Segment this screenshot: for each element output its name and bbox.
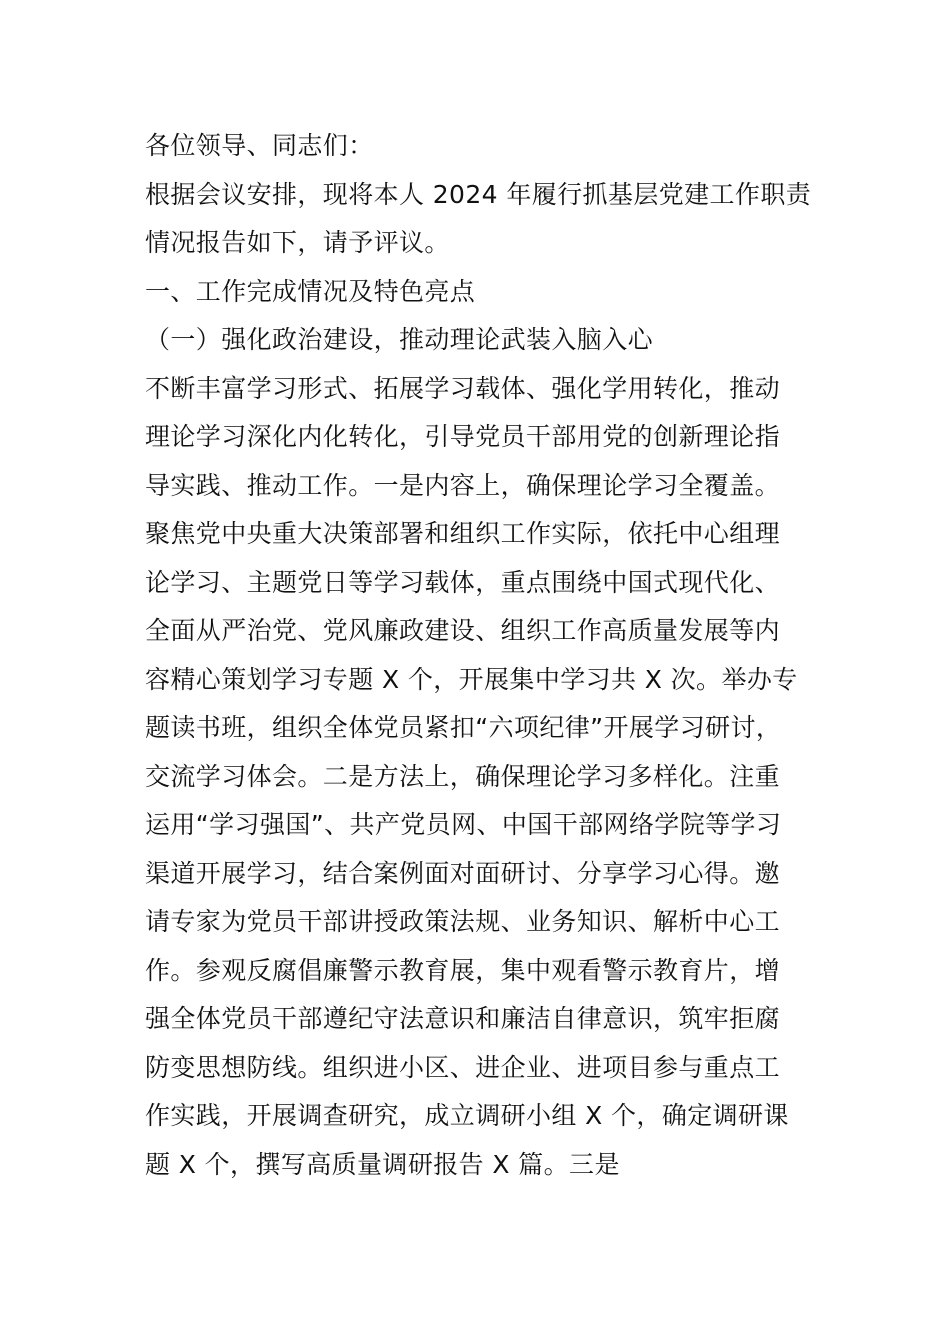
body-line: 渠道开展学习，结合案例面对面研讨、分享学习心得。邀 — [145, 858, 781, 888]
subsection-heading: （一）强化政治建设，推动理论武装入脑入心 — [145, 325, 654, 354]
body-line: 导实践、推动工作。一是内容上，确保理论学习全覆盖。 — [145, 470, 781, 500]
body-line: 聚焦党中央重大决策部署和组织工作实际，依托中心组理 — [145, 519, 781, 548]
body-line: 不断丰富学习形式、拓展学习载体、强化学用转化，推动 — [145, 373, 781, 403]
intro-line: 情况报告如下，请予评议。 — [145, 228, 450, 257]
body-line: 容精心策划学习专题 X 个，开展集中学习共 X 次。举办专 — [145, 664, 798, 694]
body-line: 作。参观反腐倡廉警示教育展，集中观看警示教育片，增 — [145, 955, 781, 985]
body-line: 请专家为党员干部讲授政策法规、业务知识、解析中心工 — [145, 907, 781, 936]
document-page — [145, 122, 815, 1189]
body-line: 交流学习体会。二是方法上，确保理论学习多样化。注重 — [145, 761, 781, 791]
body-line: 题读书班，组织全体党员紧扣“六项纪律”开展学习研讨， — [145, 713, 782, 742]
intro-line: 根据会议安排，现将本人 2024 年履行抓基层党建工作职责 — [145, 179, 812, 209]
body-line: 防变思想防线。组织进小区、进企业、进项目参与重点工 — [145, 1052, 781, 1082]
body-line: 全面从严治党、党风廉政建设、组织工作高质量发展等内 — [145, 616, 781, 645]
body-line: 理论学习深化内化转化，引导党员干部用党的创新理论指 — [145, 422, 781, 451]
body-line: 论学习、主题党日等学习载体，重点围绕中国式现代化、 — [145, 567, 781, 597]
body-line: 作实践，开展调查研究，成立调研小组 X 个，确定调研课 — [145, 1101, 789, 1130]
body-line: 强全体党员干部遵纪守法意识和廉洁自律意识，筑牢拒腐 — [145, 1004, 781, 1033]
salutation: 各位领导、同志们： — [145, 131, 374, 160]
body-line: 运用“学习强国”、共产党员网、中国干部网络学院等学习 — [145, 810, 782, 839]
section-heading: 一、工作完成情况及特色亮点 — [145, 276, 476, 306]
body-line: 题 X 个，撰写高质量调研报告 X 篇。三是 — [145, 1149, 620, 1179]
